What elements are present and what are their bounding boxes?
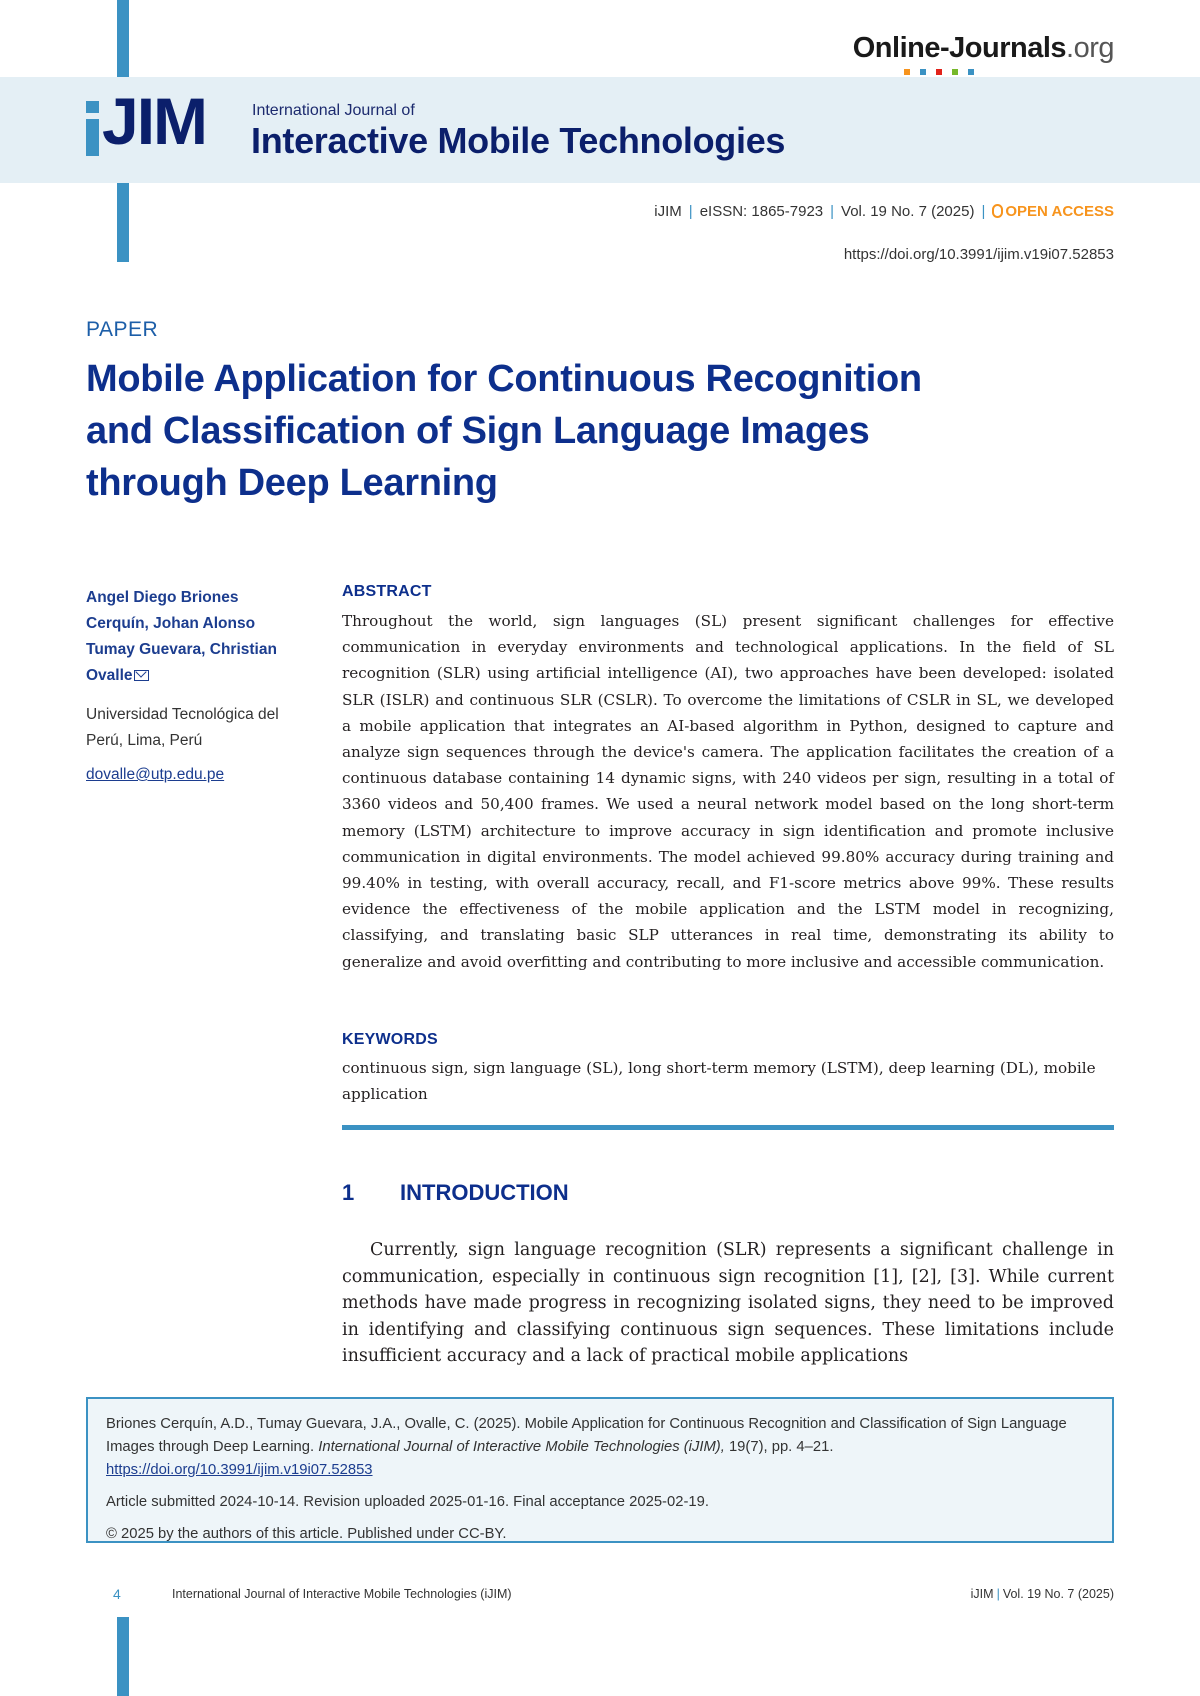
logo-dots [904, 62, 984, 68]
doi-link[interactable]: https://doi.org/10.3991/ijim.v19i07.52853 [843, 246, 1114, 263]
footer-journal: International Journal of Interactive Mobile Technologies (iJIM) [172, 1587, 512, 1601]
meta-journal: iJIM [654, 203, 682, 220]
footer-volume-text: Vol. 19 No. 7 (2025) [1002, 1587, 1114, 1601]
footer-abbr: iJIM [970, 1587, 994, 1601]
introduction-heading [342, 1180, 569, 1206]
citation-box [86, 1397, 1114, 1543]
logo-dot [952, 69, 958, 75]
logo-i-stem [86, 119, 99, 156]
affiliation: Universidad Tecnológica del Perú, Lima, Perú [86, 706, 279, 749]
logo-dot [920, 69, 926, 75]
paper-title: Mobile Application for Continuous Recognition and Classification of Sign Language Images through Deep Learning [86, 358, 922, 504]
logo-wordmark: JIM [102, 84, 207, 158]
meta-line: iJIM | eISSN: 1865-7923 | Vol. 19 No. 7 (2025) | OPEN ACCESS [654, 203, 1114, 220]
citation-doi-link[interactable]: https://doi.org/10.3991/ijim.v19i07.52853 [106, 1462, 373, 1478]
citation-pages: 19(7), pp. 4–21. [728, 1439, 834, 1455]
citation-dates: Article submitted 2024-10-14. Revision uploaded 2025-01-16. Final acceptance 2025-02-19. [106, 1494, 709, 1510]
keywords-heading: KEYWORDS [342, 1031, 438, 1048]
citation-license: © 2025 by the authors of this article. Published under CC-BY. [106, 1526, 507, 1542]
meta-volume: Vol. 19 No. 7 (2025) [841, 203, 975, 220]
logo-dot [968, 69, 974, 75]
footer-volume: iJIM | Vol. 19 No. 7 (2025) [970, 1587, 1114, 1601]
site-ext: .org [1066, 32, 1114, 64]
citation-journal: International Journal of Interactive Mobile Technologies (iJIM), [318, 1439, 725, 1455]
paper-type: PAPER [86, 318, 159, 341]
journal-name: Interactive Mobile Technologies [251, 120, 786, 161]
open-access-label: OPEN ACCESS [1005, 203, 1114, 220]
site-brand: Online-Journals [852, 32, 1067, 64]
meta-eissn: eISSN: 1865-7923 [699, 203, 824, 220]
citation-text: Briones Cerquín, A.D., Tumay Guevara, J.A., Ovalle, C. (2025). Mobile Application for Continuous Recognition and Classification of Sign Language Images through Deep Learning. [106, 1416, 1067, 1455]
author-names: Angel Diego Briones Cerquín, Johan Alonso Tumay Guevara, Christian Ovalle [86, 589, 277, 684]
keywords-text: continuous sign, sign language (SL), long short-term memory (LSTM), deep learning (DL), mobile application [342, 1059, 1096, 1103]
introduction-text: Currently, sign language recognition (SLR) represents a significant challenge in communication, especially in continuous sign recognition [1], [2], [3]. While current methods have made progress in recognizing isolated signs, they need to be improved in identifying and classifying continuous sign sequences. These limitations include insufficient accuracy and a lack of practical mobile applications [342, 1240, 1114, 1366]
author-email[interactable]: dovalle@utp.edu.pe [86, 766, 225, 783]
page-number: 4 [113, 1586, 121, 1602]
citation-reference [106, 1413, 1094, 1482]
accent-bar-bottom [117, 1617, 129, 1696]
journal-prefix: International Journal of [252, 102, 415, 119]
logo-i-dot [86, 101, 99, 113]
logo-dot [936, 69, 942, 75]
section-number: 1 [342, 1180, 355, 1205]
mail-icon[interactable] [134, 670, 149, 681]
section-divider [342, 1125, 1114, 1130]
online-journals-logo[interactable] [853, 32, 1114, 65]
author-list [86, 585, 296, 689]
abstract-heading: ABSTRACT [342, 583, 432, 600]
open-access-icon [992, 204, 1003, 218]
abstract-text: Throughout the world, sign languages (SL) present significant challenges for effective communication in everyday environments and technological applications. In the field of SL recognition (SLR) using artificial intelligence (AI), two approaches have been developed: isolated SLR (ISLR) and continuous SLR (CSLR). To overcome the limitations of CSLR in SL, we developed a mobile application that integrates an AI-based algorithm in Python, designed to capture and analyze sign sequences through the device's camera. The application facilitates the creation of a continuous database containing 14 dynamic signs, with 240 videos per sign, resulting in a total of 3360 videos and 50,400 frames. We used a neural network model based on the long short-term memory (LSTM) architecture to improve accuracy in sign identification and promote inclusive communication in digital environments. The model achieved 99.80% accuracy during training and 99.40% in testing, with overall accuracy, recall, and F1-score metrics above 99%. These results evidence the effectiveness of the mobile application and the LSTM model in recognizing, classifying, and translating basic SLP utterances in real time, demonstrating its ability to generalize and avoid overfitting and contributing to more inclusive and accessible communication. [342, 612, 1114, 971]
section-title: INTRODUCTION [400, 1180, 569, 1205]
logo-dot [904, 69, 910, 75]
